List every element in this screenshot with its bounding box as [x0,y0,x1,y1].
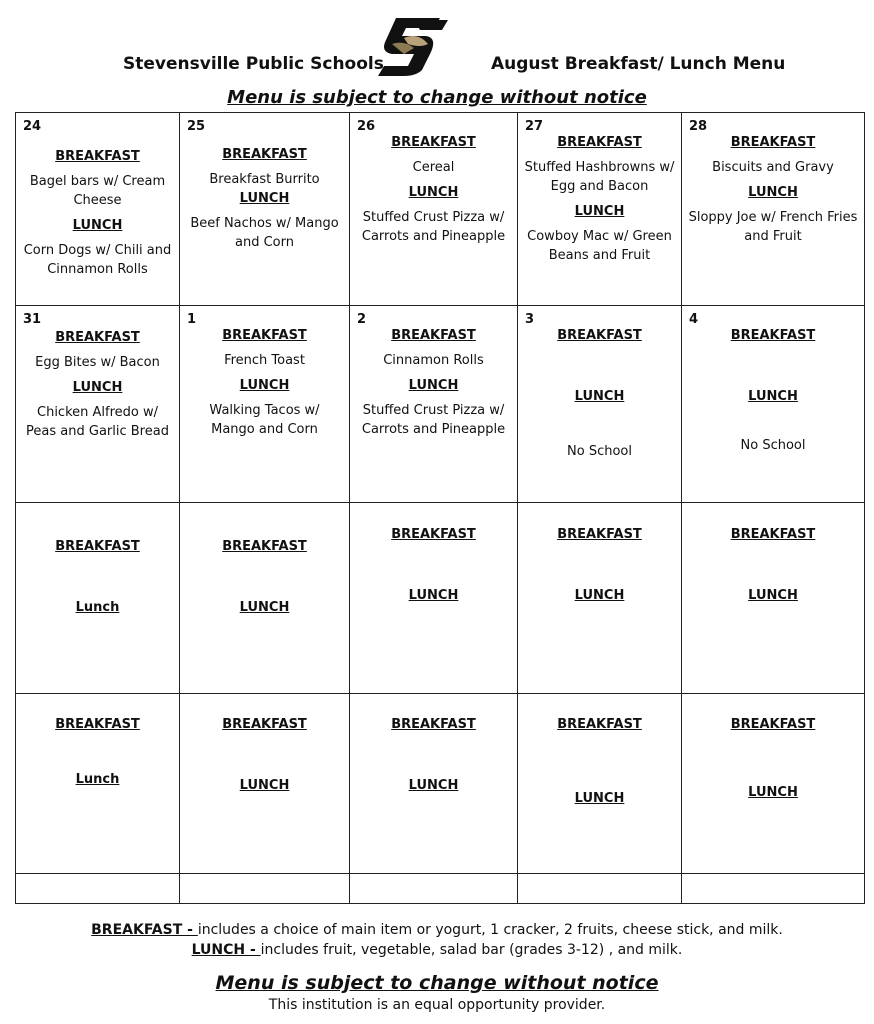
day-cell [682,306,865,503]
lunch-label: LUNCH [408,588,459,603]
lunch-item: Sloppy Joe w/ French Fries and Fruit [688,210,858,244]
day-cell [350,503,518,694]
day-cell [16,113,180,306]
school-logo-icon [374,14,454,78]
breakfast-label: BREAKFAST [222,717,307,732]
lunch-label: LUNCH [408,778,459,793]
breakfast-label: BREAKFAST [55,717,140,732]
day-cell [682,113,865,306]
empty-cell [518,874,682,904]
week-row [16,113,865,306]
breakfast-label: BREAKFAST [222,539,307,554]
day-cell [180,113,350,306]
day-cell [16,503,180,694]
legend-breakfast [0,920,874,940]
day-cell [16,694,180,874]
breakfast-label: BREAKFAST [391,135,476,150]
lunch-item: Stuffed Crust Pizza w/ Carrots and Pineapple [361,210,506,244]
lunch-item: Walking Tacos w/ Mango and Corn [209,403,320,437]
menu-title: August Breakfast/ Lunch Menu [491,54,786,74]
day-number: 1 [187,312,197,327]
day-cell [350,113,518,306]
breakfast-label: BREAKFAST [557,527,642,542]
day-cell [518,113,682,306]
breakfast-item: Cereal [412,160,455,175]
breakfast-label: BREAKFAST [391,717,476,732]
day-number: 3 [525,312,535,327]
breakfast-label: BREAKFAST [55,539,140,554]
empty-row [16,874,865,904]
day-number: 27 [525,119,544,134]
breakfast-label: BREAKFAST [730,135,816,150]
breakfast-label: BREAKFAST [557,717,642,732]
day-cell [518,503,682,694]
lunch-label: LUNCH [748,185,798,200]
lunch-label: LUNCH [574,389,625,404]
breakfast-item: Biscuits and Gravy [712,160,834,175]
day-number: 25 [187,119,206,134]
breakfast-item: Stuffed Hashbrowns w/ Egg and Bacon [524,160,675,194]
breakfast-label: BREAKFAST [391,328,476,343]
breakfast-label: BREAKFAST [55,330,140,345]
day-number: 4 [689,312,699,327]
day-cell [180,503,350,694]
lunch-label: LUNCH [574,791,625,806]
week-row [16,694,865,874]
empty-cell [350,874,518,904]
lunch-item: No School [740,438,806,453]
lunch-item: Corn Dogs w/ Chili and Cinnamon Rolls [23,243,172,277]
notice-bottom: Menu is subject to change without notice [215,972,659,994]
day-cell [682,694,865,874]
breakfast-label: BREAKFAST [730,328,816,343]
day-number: 31 [23,312,42,327]
lunch-label: Lunch [75,772,120,787]
day-cell [518,694,682,874]
breakfast-label: BREAKFAST [55,149,140,164]
legend-lunch-text: includes fruit, vegetable, salad bar (grades 3-12) , and milk. [260,942,683,958]
empty-cell [180,874,350,904]
lunch-label: LUNCH [72,218,123,233]
breakfast-label: BREAKFAST [391,527,476,542]
legend-lunch-key: LUNCH - [191,942,261,958]
day-cell [180,306,350,503]
day-cell [682,503,865,694]
week-row [16,306,865,503]
lunch-label: LUNCH [748,588,798,603]
lunch-label: LUNCH [72,380,123,395]
lunch-item: Beef Nachos w/ Mango and Corn [190,216,339,250]
breakfast-item: Breakfast Burrito [209,172,320,187]
breakfast-label: BREAKFAST [730,527,816,542]
notice-top: Menu is subject to change without notice [227,87,647,108]
lunch-item: Cowboy Mac w/ Green Beans and Fruit [527,229,672,263]
day-number: 28 [689,119,708,134]
breakfast-label: BREAKFAST [222,328,307,343]
legend-breakfast-text: includes a choice of main item or yogurt, 1 cracker, 2 fruits, cheese stick, and milk. [197,922,783,938]
breakfast-label: BREAKFAST [557,328,642,343]
day-number: 2 [357,312,367,327]
breakfast-item: Bagel bars w/ Cream Cheese [29,174,166,208]
breakfast-label: BREAKFAST [557,135,642,150]
day-cell [180,694,350,874]
lunch-label: LUNCH [239,378,290,393]
empty-cell [16,874,180,904]
legend-lunch [0,940,874,960]
breakfast-label: BREAKFAST [222,147,307,162]
week-row [16,503,865,694]
breakfast-item: French Toast [224,353,305,368]
day-cell [16,306,180,503]
lunch-item: Stuffed Crust Pizza w/ Carrots and Pineapple [361,403,506,437]
lunch-label: Lunch [75,600,120,615]
day-cell [350,306,518,503]
breakfast-item: Cinnamon Rolls [383,353,484,368]
lunch-label: LUNCH [408,185,459,200]
lunch-label: LUNCH [748,389,798,404]
empty-cell [682,874,865,904]
breakfast-item: Egg Bites w/ Bacon [35,355,160,370]
lunch-label: LUNCH [239,778,290,793]
legend [0,920,874,960]
lunch-label: LUNCH [239,600,290,615]
day-number: 24 [23,119,42,134]
day-cell [518,306,682,503]
lunch-item: Chicken Alfredo w/ Peas and Garlic Bread [26,405,169,439]
lunch-label: LUNCH [574,588,625,603]
menu-calendar [15,112,865,904]
lunch-label: LUNCH [574,204,625,219]
day-cell [350,694,518,874]
lunch-item: No School [567,444,632,459]
day-number: 26 [357,119,376,134]
legend-breakfast-key: BREAKFAST - [91,922,198,938]
breakfast-label: BREAKFAST [730,717,816,732]
lunch-label: LUNCH [748,785,798,800]
lunch-label: LUNCH [408,378,459,393]
school-name: Stevensville Public Schools [123,54,384,74]
lunch-label: LUNCH [239,191,290,206]
equal-opportunity-statement: This institution is an equal opportunity provider. [268,997,606,1013]
